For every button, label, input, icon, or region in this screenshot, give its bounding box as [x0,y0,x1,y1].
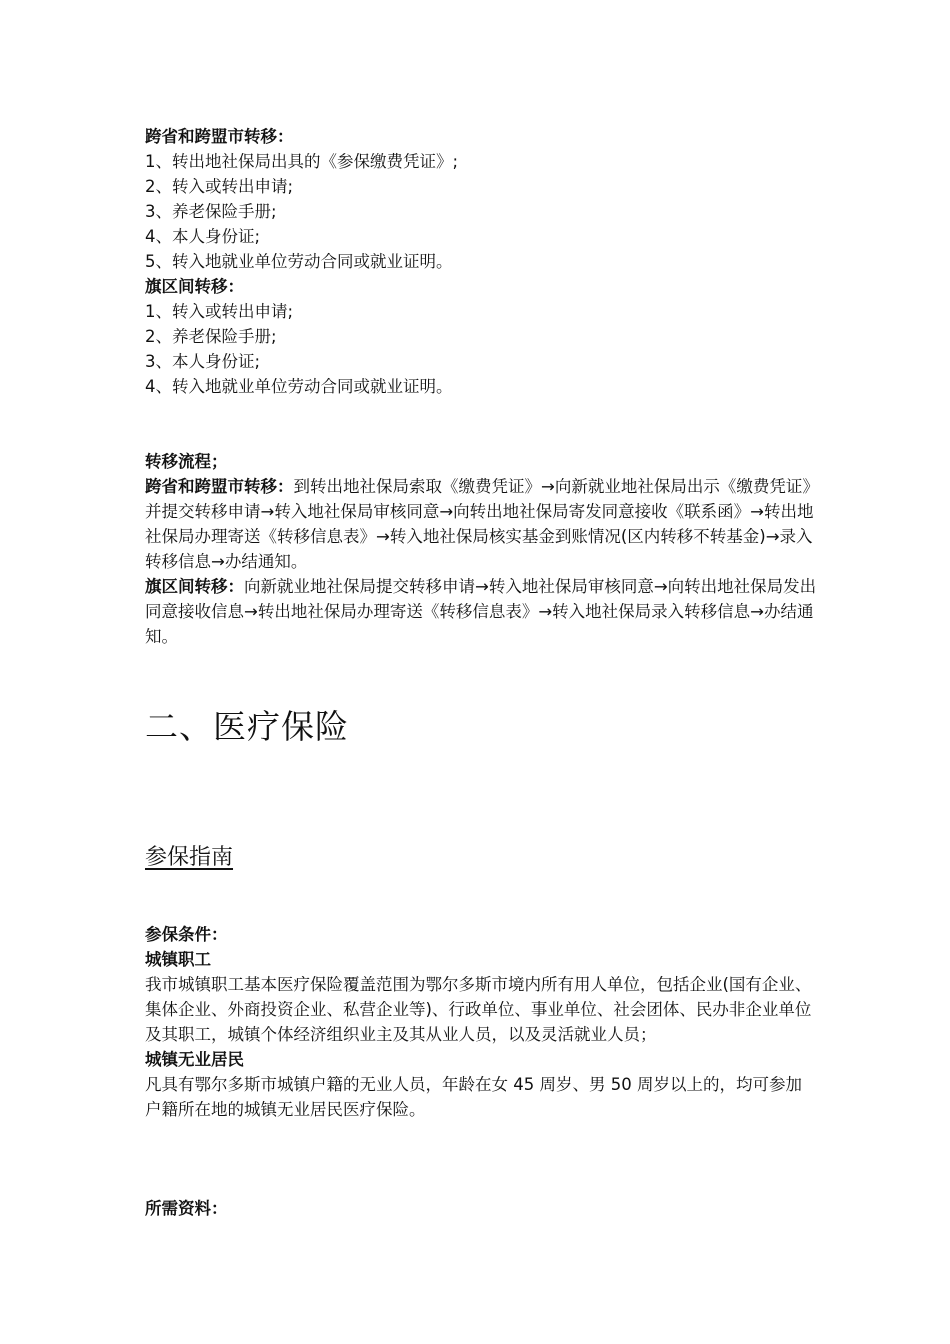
list-item: 5、转入地就业单位劳动合同或就业证明。 [145,252,453,271]
cross-province-materials [145,124,458,399]
list-item: 2、转入或转出申请; [145,177,294,196]
section-title: 二、医疗保险 [145,707,349,746]
list-item: 2、养老保险手册; [145,327,277,346]
district-process-paragraph [145,574,817,649]
conditions-heading: 参保条件： [145,925,228,944]
district-process-label: 旗区间转移： [145,577,244,596]
district-heading: 旗区间转移： [145,277,244,296]
insurance-conditions [145,922,817,1122]
unemployed-text: 凡具有鄂尔多斯市城镇户籍的无业人员，年龄在女 45 周岁、男 50 周岁以上的，均可参加户籍所在地的城镇无业居民医疗保险。 [145,1075,802,1119]
unemployed-heading: 城镇无业居民 [145,1050,244,1069]
process-heading: 转移流程； [145,452,228,471]
cross-process-label: 跨省和跨盟市转移： [145,477,294,496]
district-process-text: 向新就业地社保局提交转移申请→转入地社保局审核同意→向转出地社保局发出同意接收信息→转出地社保局办理寄送《转移信息表》→转入地社保局录入转移信息→办结通知。 [145,577,817,646]
materials-heading: 所需资料： [145,1199,228,1218]
urban-workers-text: 我市城镇职工基本医疗保险覆盖范围为鄂尔多斯市境内所有用人单位，包括企业(国有企业、集体企业、外商投资企业、私营企业等)、行政单位、事业单位、社会团体、民办非企业单位及其职工，城镇个体经济组织业主及其从业人员，以及灵活就业人员； [145,975,812,1044]
guide-title: 参保指南 [145,845,234,870]
cross-process-paragraph [145,474,817,574]
list-item: 1、转入或转出申请; [145,302,294,321]
urban-workers-heading: 城镇职工 [145,950,211,969]
list-item: 4、本人身份证; [145,227,261,246]
transfer-process [145,449,817,649]
cross-process-text: 到转出地社保局索取《缴费凭证》→向新就业地社保局出示《缴费凭证》并提交转移申请→转入地社保局审核同意→向转出地社保局寄发同意接收《联系函》→转出地社保局办理寄送《转移信息表》→转入地社保局核实基金到账情况(区内转移不转基金)→录入转移信息→办结通知。 [145,477,814,571]
list-item: 1、转出地社保局出具的《参保缴费凭证》; [145,152,459,171]
cross-province-heading: 跨省和跨盟市转移： [145,127,294,146]
list-item: 3、本人身份证; [145,352,261,371]
list-item: 4、转入地就业单位劳动合同或就业证明。 [145,377,453,396]
list-item: 3、养老保险手册; [145,202,277,221]
